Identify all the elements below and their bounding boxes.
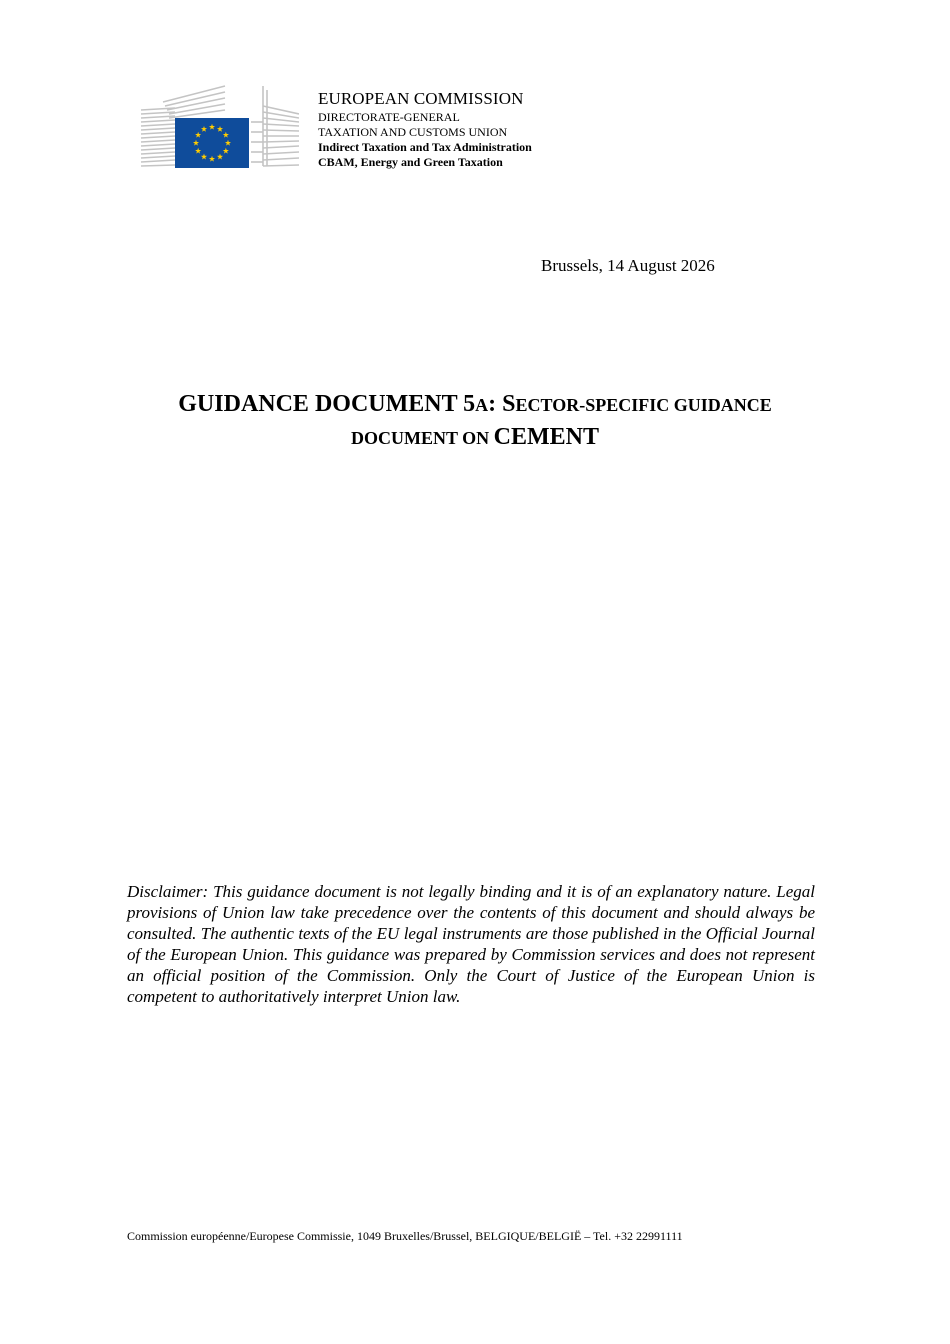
title-part: GUIDANCE DOCUMENT 5 [178, 391, 476, 417]
disclaimer-paragraph: Disclaimer: This guidance document is not legally binding and it is of an explanatory nature. Legal provisions of Union law take precedence over the contents of this document and should always be consulted. The authentic texts of the EU legal instruments are those published in the Official Journal of the European Union. This guidance was prepared by Commission services and does not represent an official position of the Commission. Only the Court of Justice of the European Union is competent to authoritatively interpret Union law. [127, 882, 815, 1006]
footer-address: Commission européenne/Europese Commissie, 1049 Bruxelles/Brussel, BELGIQUE/BELGIË – Tel. +32 22991111 [127, 1229, 683, 1243]
header-line-directorate: DIRECTORATE-GENERAL [318, 110, 460, 124]
title-part: CEMENT [493, 424, 600, 450]
title-part: ECTOR-SPECIFIC GUIDANCE [515, 395, 772, 415]
organization-name: EUROPEAN COMMISSION [318, 89, 524, 108]
header-line-unit: CBAM, Energy and Green Taxation [318, 155, 503, 169]
title-part: : S [488, 391, 516, 417]
european-commission-logo [139, 82, 299, 170]
date-line: Brussels, 14 August 2026 [541, 256, 715, 275]
title-part: DOCUMENT ON [350, 428, 494, 448]
header-block [318, 90, 532, 170]
document-title [100, 388, 850, 454]
header-line-dg-name: TAXATION AND CUSTOMS UNION [318, 125, 508, 139]
title-part: A [475, 395, 489, 415]
header-line-directorate-unit: Indirect Taxation and Tax Administration [318, 140, 532, 154]
